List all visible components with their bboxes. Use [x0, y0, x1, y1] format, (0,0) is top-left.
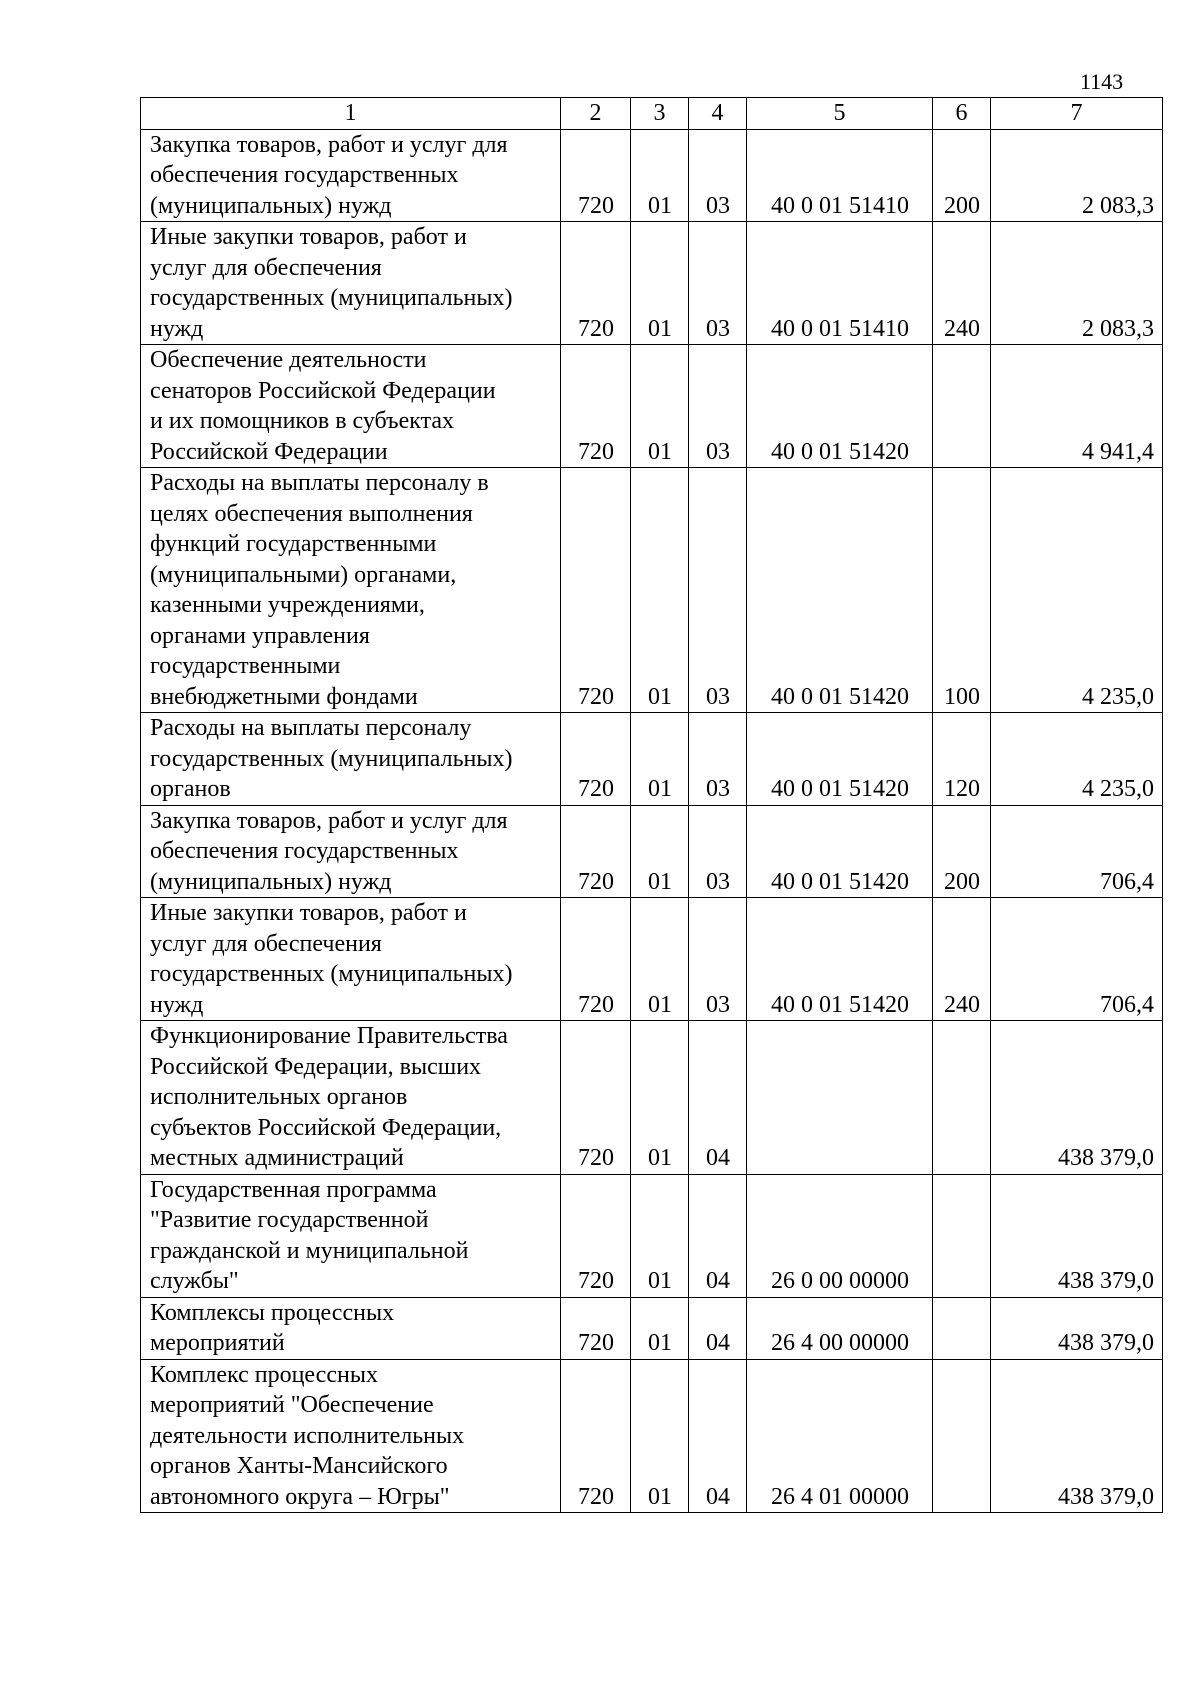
- expense-type-cell: 240: [933, 222, 991, 345]
- expense-name-cell: [141, 468, 561, 713]
- expense-name-line: сенаторов Российской Федерации: [150, 377, 496, 404]
- header-cell: 6: [933, 98, 991, 130]
- expense-name-line: Комплексы процессных: [150, 1299, 395, 1326]
- expense-name-line: государственными: [150, 653, 341, 679]
- expense-type-cell: 100: [933, 468, 991, 713]
- ministry-code-cell: 720: [561, 468, 631, 713]
- table-row: [141, 1021, 1163, 1175]
- subsection-code-cell: 04: [689, 1174, 747, 1297]
- target-article-cell: 26 4 01 00000: [747, 1359, 933, 1513]
- expense-name-line: Российской Федерации, высших: [150, 1053, 482, 1080]
- expense-type-cell: [933, 1359, 991, 1513]
- expense-name-line: деятельности исполнительных: [150, 1422, 465, 1449]
- table-header-row: [141, 98, 1163, 130]
- section-code-cell: 01: [631, 1297, 689, 1359]
- expense-name-line: (муниципальных) нужд: [150, 868, 392, 895]
- section-code-cell: 01: [631, 222, 689, 345]
- expense-name-line: субъектов Российской Федерации,: [150, 1114, 502, 1141]
- expense-name-line: мероприятий: [150, 1330, 285, 1356]
- expense-name-line: услуг для обеспечения: [150, 254, 382, 281]
- expense-name-line: (муниципальных) нужд: [150, 192, 392, 219]
- expense-name-line: органов Ханты-Мансийского: [150, 1453, 448, 1479]
- expense-name-line: автономного округа – Югры": [150, 1483, 450, 1510]
- expense-name-cell: [141, 1021, 561, 1175]
- section-code-cell: 01: [631, 1021, 689, 1175]
- expense-name-line: "Развитие государственной: [150, 1207, 429, 1233]
- section-code-cell: 01: [631, 805, 689, 898]
- header-cell: 7: [991, 98, 1163, 130]
- expense-name-line: внебюджетными фондами: [150, 683, 418, 710]
- target-article-cell: 40 0 01 51420: [747, 805, 933, 898]
- target-article-cell: 40 0 01 51420: [747, 345, 933, 468]
- expense-type-cell: [933, 1174, 991, 1297]
- expense-name-cell: [141, 1359, 561, 1513]
- header-cell: 2: [561, 98, 631, 130]
- target-article-cell: 40 0 01 51420: [747, 898, 933, 1021]
- target-article-cell: 40 0 01 51410: [747, 129, 933, 222]
- expense-name-cell: [141, 1174, 561, 1297]
- ministry-code-cell: 720: [561, 345, 631, 468]
- header-cell: 1: [141, 98, 561, 130]
- amount-cell: 438 379,0: [991, 1174, 1163, 1297]
- ministry-code-cell: 720: [561, 1359, 631, 1513]
- amount-cell: 4 941,4: [991, 345, 1163, 468]
- expense-name-line: Иные закупки товаров, работ и: [150, 224, 467, 250]
- subsection-code-cell: 03: [689, 898, 747, 1021]
- target-article-cell: 26 4 00 00000: [747, 1297, 933, 1359]
- expense-name-line: обеспечения государственных: [150, 838, 459, 864]
- expense-type-cell: 120: [933, 713, 991, 806]
- expense-type-cell: 200: [933, 129, 991, 222]
- expense-name-line: местных администраций: [150, 1145, 404, 1171]
- expense-name-line: государственных (муниципальных): [150, 961, 513, 987]
- expense-name-line: обеспечения государственных: [150, 162, 459, 188]
- ministry-code-cell: 720: [561, 713, 631, 806]
- expense-name-cell: [141, 1297, 561, 1359]
- subsection-code-cell: 03: [689, 129, 747, 222]
- expense-name-line: государственных (муниципальных): [150, 745, 513, 772]
- expense-name-line: Обеспечение деятельности: [150, 347, 427, 373]
- expense-type-cell: 240: [933, 898, 991, 1021]
- expense-type-cell: [933, 1297, 991, 1359]
- expense-name-line: Расходы на выплаты персоналу в: [150, 470, 489, 496]
- amount-cell: 2 083,3: [991, 129, 1163, 222]
- subsection-code-cell: 03: [689, 805, 747, 898]
- amount-cell: 706,4: [991, 898, 1163, 1021]
- expense-name-cell: [141, 345, 561, 468]
- subsection-code-cell: 04: [689, 1359, 747, 1513]
- expense-name-line: и их помощников в субъектах: [150, 408, 455, 434]
- amount-cell: 438 379,0: [991, 1297, 1163, 1359]
- table-row: [141, 805, 1163, 898]
- ministry-code-cell: 720: [561, 805, 631, 898]
- subsection-code-cell: 03: [689, 345, 747, 468]
- header-cell: 4: [689, 98, 747, 130]
- section-code-cell: 01: [631, 129, 689, 222]
- expense-name-line: казенными учреждениями,: [150, 592, 425, 618]
- header-cell: 3: [631, 98, 689, 130]
- amount-cell: 4 235,0: [991, 713, 1163, 806]
- expense-name-line: целях обеспечения выполнения: [150, 500, 473, 527]
- target-article-cell: [747, 1021, 933, 1175]
- expense-name-cell: [141, 713, 561, 806]
- subsection-code-cell: 03: [689, 713, 747, 806]
- target-article-cell: 40 0 01 51420: [747, 713, 933, 806]
- subsection-code-cell: 03: [689, 222, 747, 345]
- expense-name-line: Комплекс процессных: [150, 1361, 378, 1388]
- expense-name-line: (муниципальными) органами,: [150, 561, 457, 588]
- section-code-cell: 01: [631, 345, 689, 468]
- expense-name-line: нужд: [150, 315, 204, 342]
- section-code-cell: 01: [631, 1359, 689, 1513]
- expense-name-cell: [141, 898, 561, 1021]
- table-row: [141, 345, 1163, 468]
- table-row: [141, 129, 1163, 222]
- ministry-code-cell: 720: [561, 1021, 631, 1175]
- amount-cell: 438 379,0: [991, 1359, 1163, 1513]
- amount-cell: 4 235,0: [991, 468, 1163, 713]
- table-row: [141, 1359, 1163, 1513]
- table-row: [141, 222, 1163, 345]
- expense-name-line: Закупка товаров, работ и услуг для: [150, 807, 508, 834]
- amount-cell: 706,4: [991, 805, 1163, 898]
- ministry-code-cell: 720: [561, 222, 631, 345]
- table-row: [141, 1297, 1163, 1359]
- expense-name-line: нужд: [150, 991, 204, 1018]
- expense-name-line: функций государственными: [150, 531, 437, 557]
- ministry-code-cell: 720: [561, 1297, 631, 1359]
- expense-type-cell: 200: [933, 805, 991, 898]
- expense-name-cell: [141, 129, 561, 222]
- expense-type-cell: [933, 1021, 991, 1175]
- expense-name-line: исполнительных органов: [150, 1084, 408, 1110]
- expense-name-line: гражданской и муниципальной: [150, 1237, 469, 1264]
- expense-name-line: Российской Федерации: [150, 438, 388, 465]
- subsection-code-cell: 04: [689, 1297, 747, 1359]
- expense-name-line: мероприятий "Обеспечение: [150, 1392, 434, 1418]
- target-article-cell: 26 0 00 00000: [747, 1174, 933, 1297]
- target-article-cell: 40 0 01 51420: [747, 468, 933, 713]
- expense-name-line: Иные закупки товаров, работ и: [150, 900, 467, 926]
- page-number: 1143: [1080, 69, 1124, 94]
- expense-name-line: Закупка товаров, работ и услуг для: [150, 131, 508, 158]
- section-code-cell: 01: [631, 468, 689, 713]
- expense-name-cell: [141, 222, 561, 345]
- expense-name-line: государственных (муниципальных): [150, 285, 513, 311]
- table-row: [141, 468, 1163, 713]
- expense-name-line: Функционирование Правительства: [150, 1023, 508, 1049]
- table-row: [141, 1174, 1163, 1297]
- target-article-cell: 40 0 01 51410: [747, 222, 933, 345]
- header-cell: 5: [747, 98, 933, 130]
- expense-name-line: Расходы на выплаты персоналу: [150, 715, 472, 741]
- ministry-code-cell: 720: [561, 898, 631, 1021]
- subsection-code-cell: 03: [689, 468, 747, 713]
- expense-name-line: службы": [150, 1268, 239, 1294]
- section-code-cell: 01: [631, 1174, 689, 1297]
- budget-table: [140, 97, 1163, 1513]
- table-row: [141, 713, 1163, 806]
- subsection-code-cell: 04: [689, 1021, 747, 1175]
- expense-name-line: Государственная программа: [150, 1176, 437, 1203]
- expense-name-line: органов: [150, 776, 231, 802]
- table-row: [141, 898, 1163, 1021]
- expense-name-line: органами управления: [150, 622, 370, 649]
- expense-name-line: услуг для обеспечения: [150, 930, 382, 957]
- ministry-code-cell: 720: [561, 1174, 631, 1297]
- ministry-code-cell: 720: [561, 129, 631, 222]
- expense-name-cell: [141, 805, 561, 898]
- section-code-cell: 01: [631, 898, 689, 1021]
- amount-cell: 2 083,3: [991, 222, 1163, 345]
- amount-cell: 438 379,0: [991, 1021, 1163, 1175]
- section-code-cell: 01: [631, 713, 689, 806]
- expense-type-cell: [933, 345, 991, 468]
